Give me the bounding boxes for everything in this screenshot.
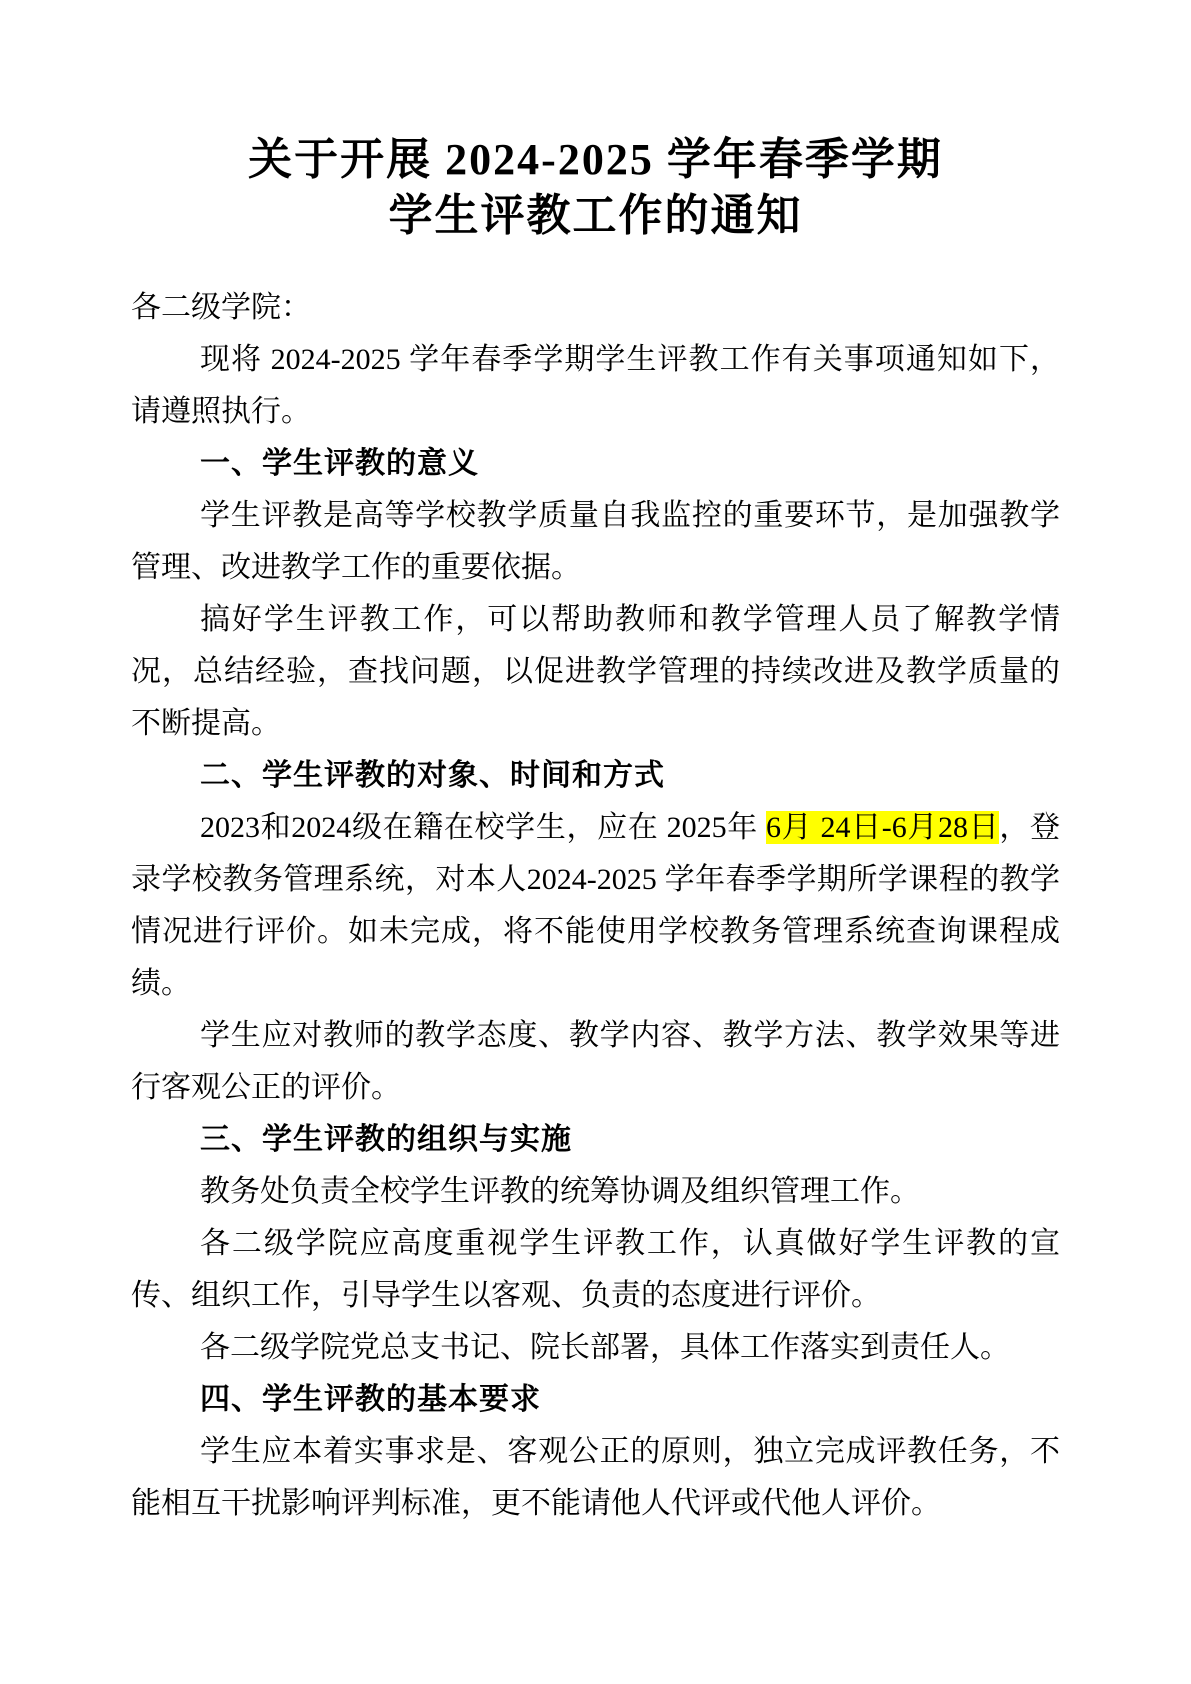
evaluation-period-suffix: ，登录学校教务管理系统，对本人2024-2025 学年春季学期所学课程的教学情况进行评价。如未完成，将不能使用学校教务管理系统查询课程成绩。 (131, 811, 1061, 1000)
section-3-heading: 三、学生评教的组织与实施 (200, 1123, 572, 1156)
section-1-heading: 一、学生评教的意义 (200, 447, 479, 480)
title-line-1: 关于开展 2024-2025 学年春季学期 (248, 135, 943, 184)
highlighted-date-range: 6月 24日-6月28日 (766, 811, 1000, 844)
document-body (131, 282, 1060, 1530)
section-1-paragraph-1: 学生评教是高等学校教学质量自我监控的重要环节，是加强教学管理、改进教学工作的重要依据。 (131, 499, 1060, 584)
section-2-heading: 二、学生评教的对象、时间和方式 (200, 759, 665, 792)
section-3-paragraph-2: 各二级学院应高度重视学生评教工作，认真做好学生评教的宣传、组织工作，引导学生以客观、负责的态度进行评价。 (131, 1227, 1060, 1312)
section-2-paragraph-2: 学生应对教师的教学态度、教学内容、教学方法、教学效果等进行客观公正的评价。 (131, 1019, 1060, 1104)
section-3-paragraph-3: 各二级学院党总支书记、院长部署，具体工作落实到责任人。 (200, 1331, 1010, 1364)
title-line-2: 学生评教工作的通知 (388, 191, 803, 240)
section-2-paragraph-1 (131, 802, 1060, 1010)
evaluation-period-prefix: 2023和2024级在籍在校学生，应在 2025年 (200, 811, 767, 844)
intro-paragraph: 现将 2024-2025 学年春季学期学生评教工作有关事项通知如下，请遵照执行。 (131, 343, 1060, 428)
section-1-paragraph-2: 搞好学生评教工作，可以帮助教师和教学管理人员了解教学情况，总结经验，查找问题，以促进教学管理的持续改进及教学质量的不断提高。 (131, 603, 1060, 740)
salutation: 各二级学院： (131, 291, 311, 324)
section-3-paragraph-1: 教务处负责全校学生评教的统筹协调及组织管理工作。 (200, 1175, 920, 1208)
document-title (131, 132, 1060, 244)
section-4-paragraph-1: 学生应本着实事求是、客观公正的原则，独立完成评教任务，不能相互干扰影响评判标准，更不能请他人代评或代他人评价。 (131, 1435, 1060, 1520)
section-4-heading: 四、学生评教的基本要求 (200, 1383, 541, 1416)
